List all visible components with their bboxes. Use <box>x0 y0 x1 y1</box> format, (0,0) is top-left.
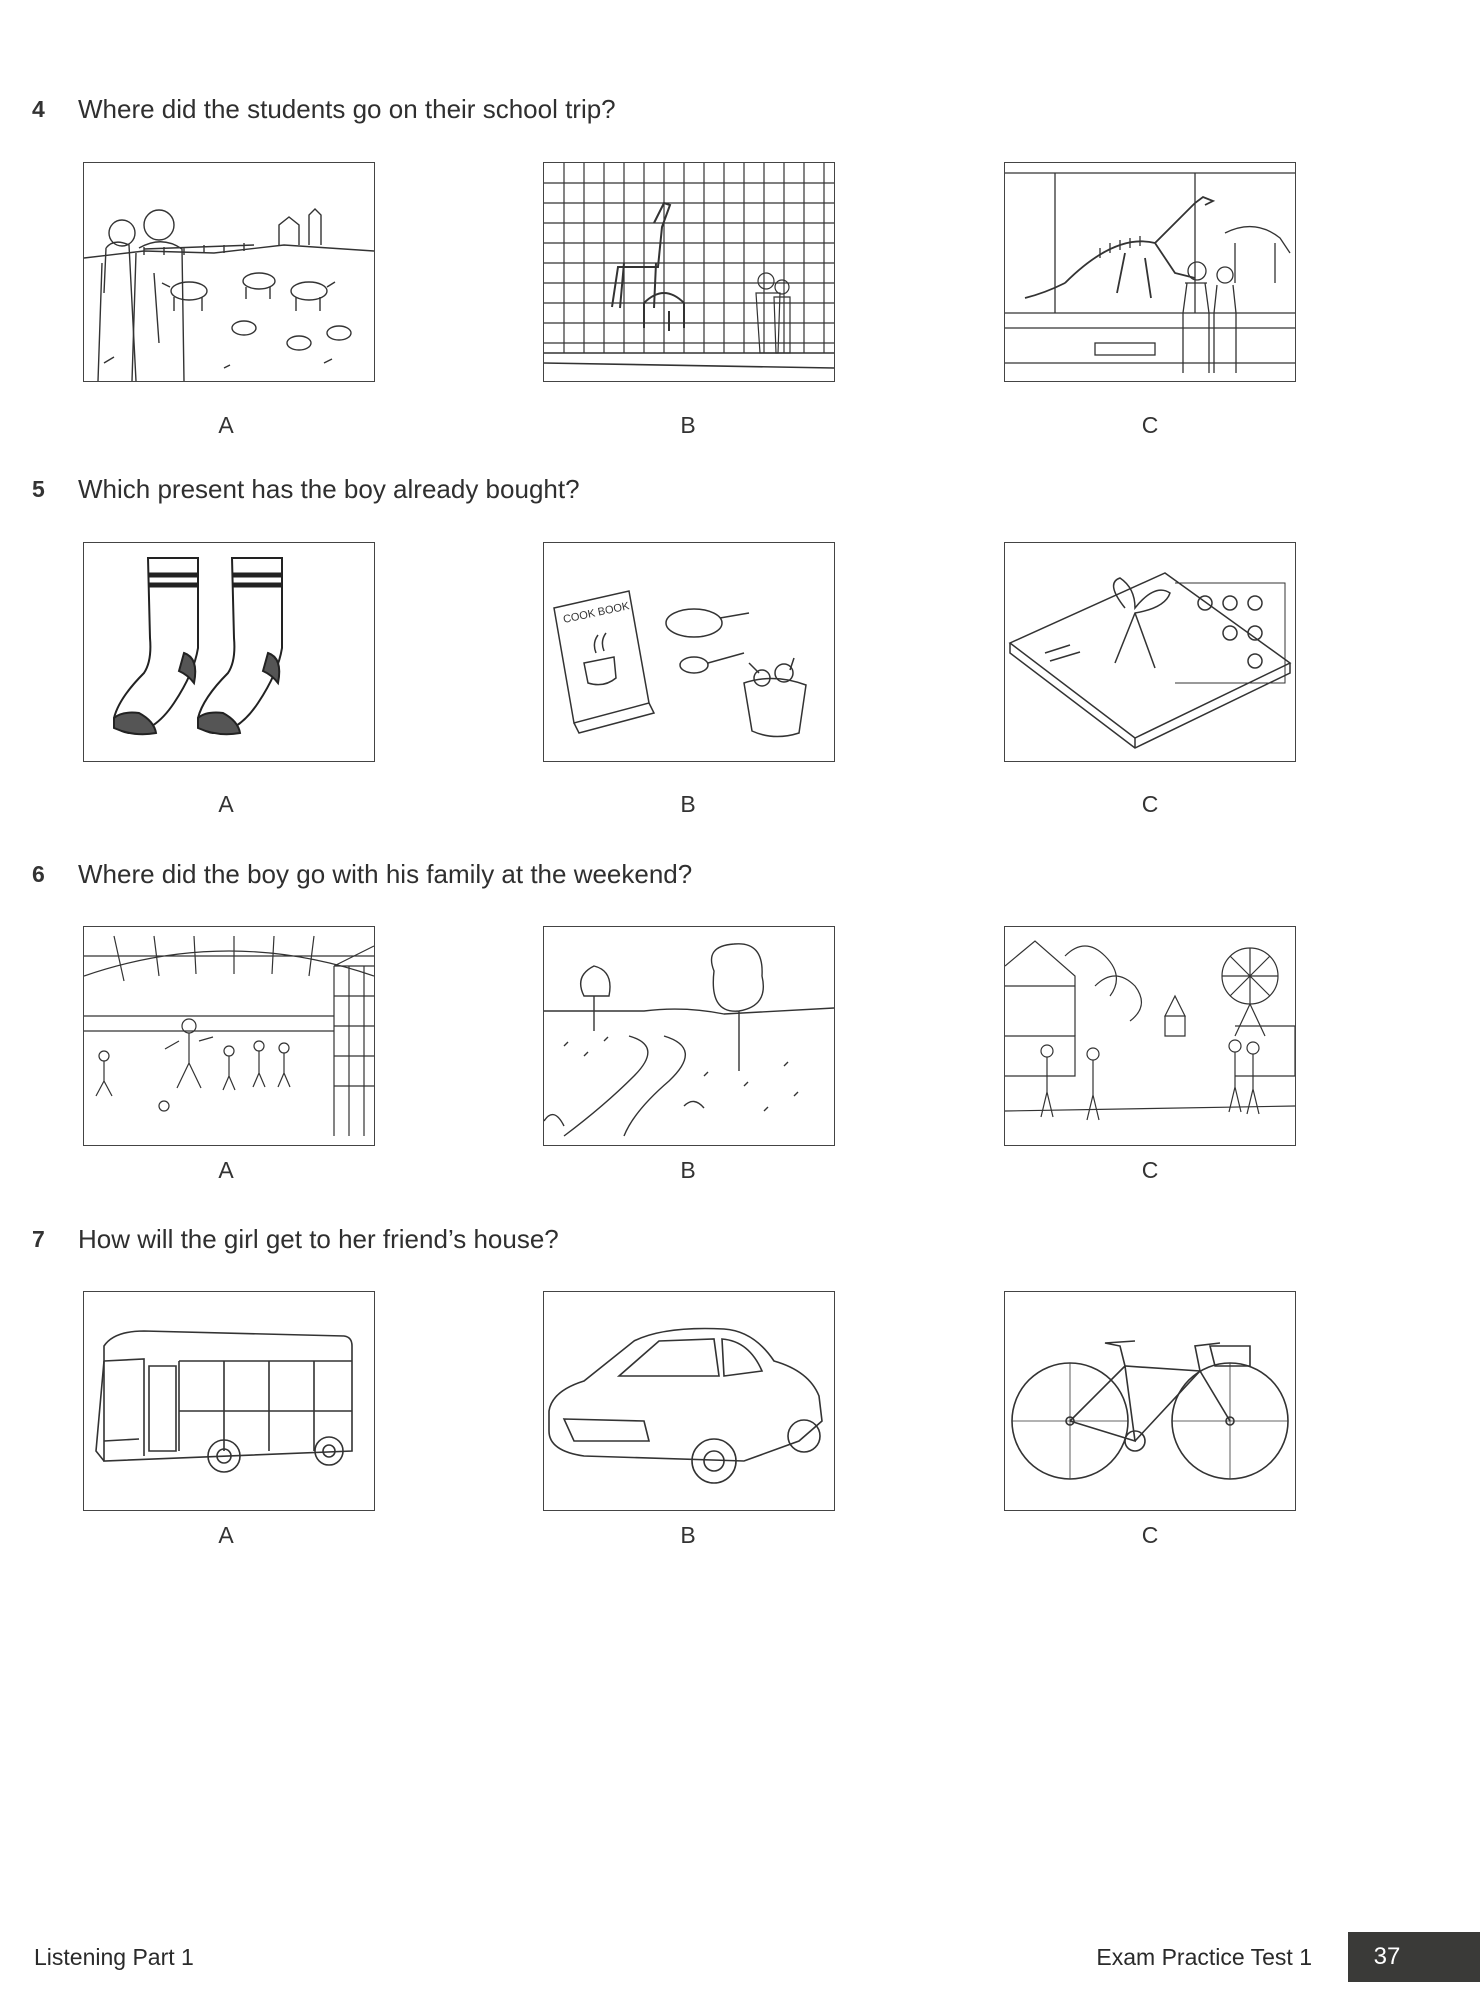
option-4a-farm-image[interactable] <box>83 162 375 382</box>
footer-section-label: Listening Part 1 <box>34 1944 194 1970</box>
option-letter: A <box>218 791 234 817</box>
page-number-box <box>1348 1932 1480 1982</box>
option-7c-bicycle-image[interactable] <box>1004 1291 1296 1511</box>
option-letter: A <box>218 412 234 438</box>
option-6a-stadium-image[interactable] <box>83 926 375 1146</box>
option-6b-park-image[interactable] <box>543 926 835 1146</box>
option-4c-museum-image[interactable] <box>1004 162 1296 382</box>
option-letter: B <box>680 1522 696 1548</box>
option-letter: C <box>1141 1157 1159 1183</box>
question-text: Which present has the boy already bought? <box>78 474 580 504</box>
option-letter: C <box>1141 412 1159 438</box>
question-text: Where did the boy go with his family at the weekend? <box>78 859 693 889</box>
cookbook-caption: COOK BOOK <box>562 600 631 626</box>
option-6c-funfair-image[interactable] <box>1004 926 1296 1146</box>
option-letter: B <box>680 791 696 817</box>
page-number: 37 <box>1373 1943 1401 1970</box>
question-number: 4 <box>32 96 45 122</box>
option-7a-bus-image[interactable] <box>83 1291 375 1511</box>
question-number: 5 <box>32 476 45 502</box>
option-5a-socks-image[interactable] <box>83 542 375 762</box>
footer-test-label: Exam Practice Test 1 <box>1096 1944 1312 1970</box>
question-text: Where did the students go on their school trip? <box>78 94 616 124</box>
option-letter: C <box>1141 1522 1159 1548</box>
option-letter: A <box>218 1522 234 1548</box>
option-7b-car-image[interactable] <box>543 1291 835 1511</box>
option-letter: A <box>218 1157 234 1183</box>
question-number: 6 <box>32 861 45 887</box>
option-5c-chocolates-image[interactable] <box>1004 542 1296 762</box>
option-letter: C <box>1141 791 1159 817</box>
option-4b-zoo-image[interactable] <box>543 162 835 382</box>
option-letter: B <box>680 412 696 438</box>
question-text: How will the girl get to her friend’s house? <box>78 1224 559 1254</box>
option-5b-cookbook-image[interactable] <box>543 542 835 762</box>
option-letter: B <box>680 1157 696 1183</box>
question-number: 7 <box>32 1226 45 1252</box>
